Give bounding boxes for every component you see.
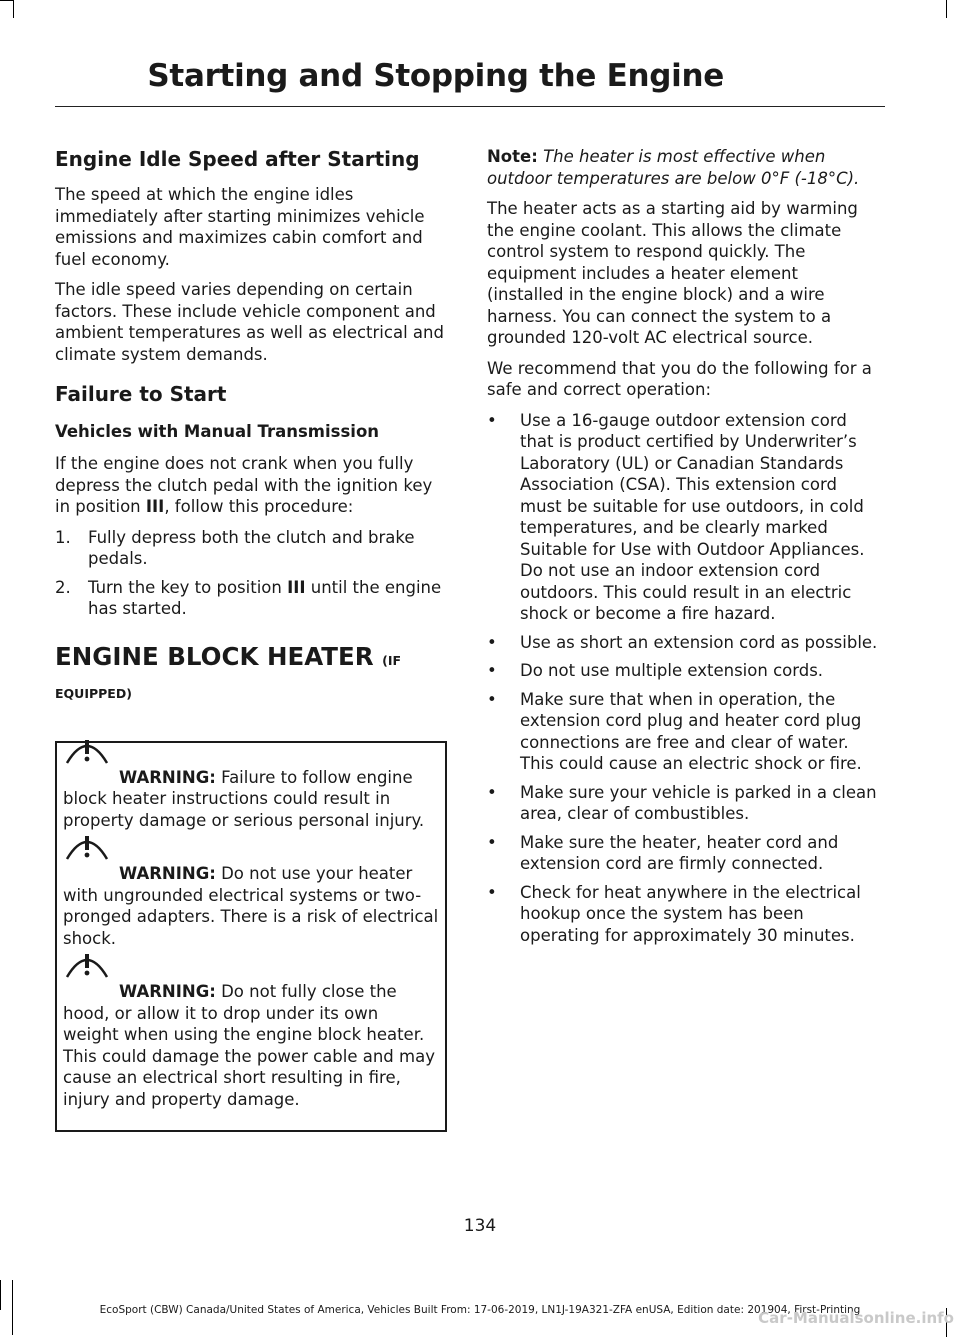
warning-label: WARNING: — [119, 767, 216, 787]
bullet-text: Check for heat anywhere in the electrical hookup once the system has been operating for approximately 30 minutes. — [520, 882, 861, 945]
warning-icon — [63, 843, 119, 881]
warning-label: WARNING: — [119, 864, 216, 883]
list-item — [487, 632, 879, 654]
crop-mark — [13, 0, 14, 18]
bullet-icon: • — [487, 410, 497, 430]
engine-block-heater-heading — [55, 640, 447, 678]
note-text: The heater is most effective when outdoor temperatures are below 0°F (-18°C). — [487, 147, 860, 188]
manual-text-pre: If the engine does not crank when you fully depress the clutch pedal with the ignition key in position — [55, 454, 433, 516]
manual-text-bold: III — [145, 497, 165, 516]
warning-label: WARNING: — [119, 982, 216, 1001]
list-item — [55, 577, 447, 620]
failure-to-start-heading: Failure to Start — [55, 382, 227, 406]
list-item — [487, 410, 879, 625]
manual-paragraph — [55, 453, 447, 518]
right-column — [487, 146, 879, 955]
heater-heading-small: (IF — [382, 652, 402, 668]
warning-box — [55, 741, 447, 1133]
bullet-icon: • — [487, 832, 497, 852]
warning-item — [63, 743, 439, 832]
idle-paragraph-2: The idle speed varies depending on certain factors. These include vehicle component and ambient temperatures as well as electrical and climate system demands. — [55, 280, 444, 364]
step-number: 2. — [55, 577, 71, 597]
bullet-text: Make sure the heater, heater cord and extension cord are firmly connected. — [520, 832, 839, 873]
list-item — [487, 689, 879, 775]
warning-item — [63, 957, 439, 1110]
idle-speed-heading: Engine Idle Speed after Starting — [55, 147, 420, 171]
step-text-post: until the engine has started. — [88, 577, 442, 618]
note-label: Note: — [487, 147, 538, 166]
bullet-icon: • — [487, 689, 497, 709]
page-title: Starting and Stopping the Engine — [147, 58, 724, 94]
header-divider — [55, 106, 885, 107]
manual-text-post: , follow this procedure: — [164, 497, 354, 516]
recommendation-list — [487, 410, 879, 947]
warning-item — [63, 839, 439, 949]
heater-heading-main: ENGINE BLOCK HEATER — [55, 641, 374, 671]
heater-paragraph-2: We recommend that you do the following for a safe and correct operation: — [487, 358, 872, 399]
list-item — [487, 832, 879, 875]
heater-heading-sub: EQUIPPED) — [55, 685, 132, 701]
warning-text: Do not fully close the hood, or allow it to drop under its own weight when using the engine block heater. This could damage the power cable and may cause an electrical short resulting in fire, injury and property damage. — [63, 982, 435, 1109]
warning-icon — [63, 747, 119, 785]
bullet-icon: • — [487, 632, 497, 652]
page-number: 134 — [463, 1216, 497, 1236]
crop-mark — [0, 0, 13, 1]
step-text-bold: III — [287, 577, 306, 597]
footer-text: EcoSport (CBW) Canada/United States of America, Vehicles Built From: 17-06-2019, LN1J-19A321-ZFA enUSA, Edition date: 201904, First-Printing — [99, 1304, 861, 1316]
warning-text: Failure to follow engine block heater instructions could result in property damage or serious personal injury. — [63, 767, 425, 830]
step-text: Fully depress both the clutch and brake pedals. — [88, 527, 415, 568]
crop-mark — [946, 0, 947, 18]
bullet-text: Make sure that when in operation, the extension cord plug and heater cord plug connections are free and clear of water. This could cause an electric shock or fire. — [520, 689, 862, 773]
list-item — [487, 782, 879, 825]
step-number: 1. — [55, 527, 71, 547]
bullet-text: Use as short an extension cord as possible. — [520, 632, 878, 652]
procedure-list — [55, 527, 447, 620]
warning-text: Do not use your heater with ungrounded electrical systems or two-pronged adapters. There is a risk of electrical shock. — [63, 864, 439, 948]
manual-transmission-heading: Vehicles with Manual Transmission — [55, 422, 380, 441]
warning-icon — [63, 961, 119, 999]
left-column — [55, 146, 447, 1132]
watermark: Car-Manualsonline.info — [758, 1309, 954, 1327]
idle-paragraph-1: The speed at which the engine idles immediately after starting minimizes vehicle emissions and maximizes cabin comfort and fuel economy. — [55, 185, 425, 269]
note-paragraph — [487, 146, 879, 189]
heater-paragraph-1: The heater acts as a starting aid by warming the engine coolant. This allows the climate control system to respond quickly. The equipment includes a heater element (installed in the engine block) and a wire harness. You can connect the system to a grounded 120-volt AC electrical source. — [487, 199, 858, 347]
bullet-text: Use a 16-gauge outdoor extension cord that is product certified by Underwriter’s Laboratory (UL) or Canadian Standards Association (CSA). This extension cord must be suitable for use outdoors, in cold temperatures, and be clearly marked Suitable for Use with Outdoor Appliances. Do not use an indoor extension cord outdoors. This could result in an electric shock or become a fire hazard. — [520, 410, 865, 623]
step-text-pre: Turn the key to position — [88, 577, 288, 597]
bullet-icon: • — [487, 882, 497, 902]
list-item — [487, 660, 879, 682]
bullet-text: Make sure your vehicle is parked in a clean area, clear of combustibles. — [520, 782, 877, 823]
bullet-text: Do not use multiple extension cords. — [520, 661, 824, 680]
list-item — [55, 527, 447, 570]
bullet-icon: • — [487, 661, 497, 680]
list-item — [487, 882, 879, 947]
bullet-icon: • — [487, 782, 497, 802]
